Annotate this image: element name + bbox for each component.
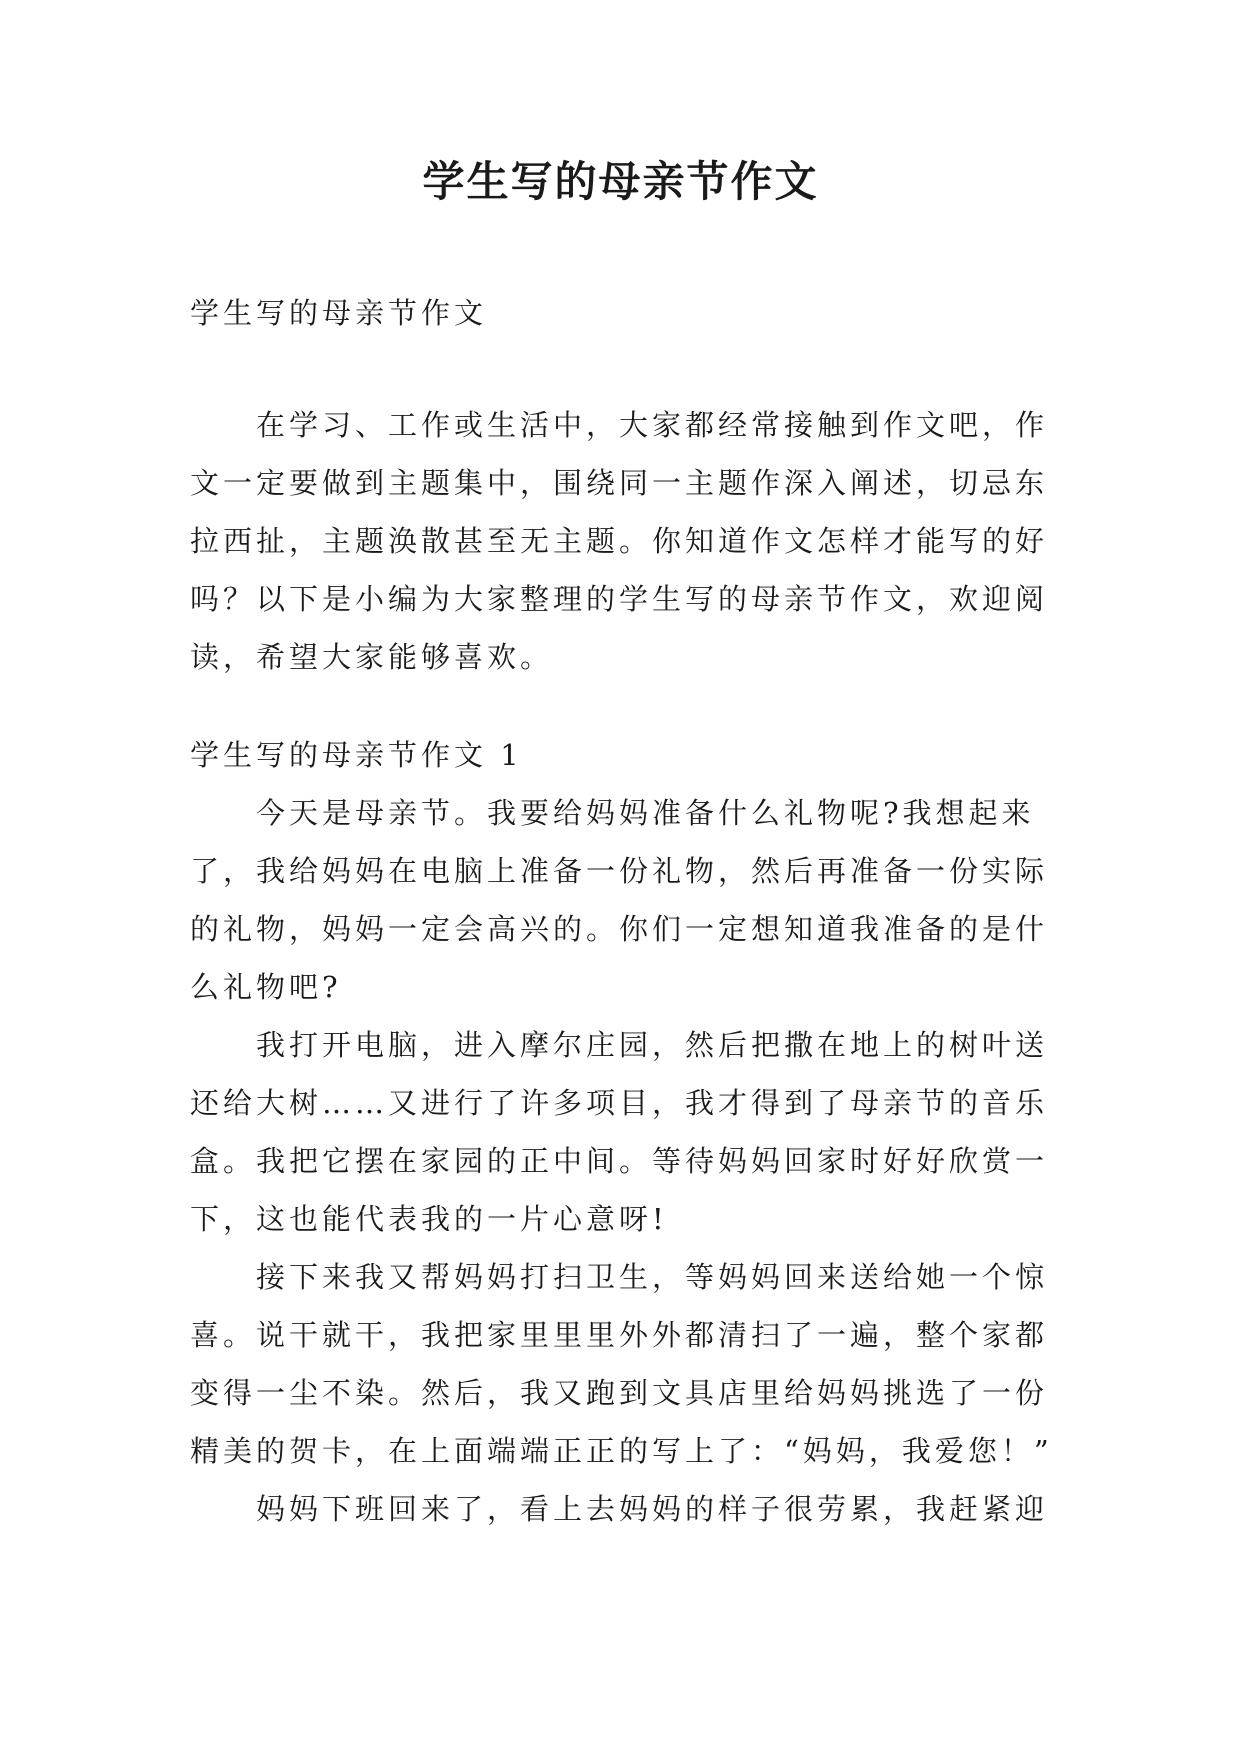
subtitle-line: 学生写的母亲节作文 xyxy=(190,296,488,330)
paragraph-line: 的礼物，妈妈一定会高兴的。你们一定想知道我准备的是什 xyxy=(190,912,1049,946)
paragraph-line: 变得一尘不染。然后，我又跑到文具店里给妈妈挑选了一份 xyxy=(190,1376,1049,1410)
paragraph-line: 了，我给妈妈在电脑上准备一份礼物，然后再准备一份实际 xyxy=(190,854,1049,888)
paragraph-line: 今天是母亲节。我要给妈妈准备什么礼物呢?我想起来 xyxy=(256,796,1035,830)
intro-line: 文一定要做到主题集中，围绕同一主题作深入阐述，切忌东 xyxy=(190,466,1049,500)
paragraph-line: 喜。说干就干，我把家里里里外外都清扫了一遍，整个家都 xyxy=(190,1318,1049,1352)
essay-paragraph xyxy=(190,1248,1053,1480)
document-title: 学生写的母亲节作文 xyxy=(422,157,819,206)
essay-paragraph xyxy=(190,784,1050,1016)
paragraph-line: 盒。我把它摆在家园的正中间。等待妈妈回家时好好欣赏一 xyxy=(190,1144,1049,1178)
paragraph-line: 下，这也能代表我的一片心意呀! xyxy=(190,1202,668,1236)
essay-paragraph xyxy=(190,1016,1050,1248)
intro-line: 读，希望大家能够喜欢。 xyxy=(190,640,554,674)
essay-paragraph xyxy=(190,1480,1050,1538)
intro-line: 吗？以下是小编为大家整理的学生写的母亲节作文，欢迎阅 xyxy=(190,582,1049,616)
intro-line: 在学习、工作或生活中，大家都经常接触到作文吧，作 xyxy=(256,408,1049,442)
document-body xyxy=(190,284,1053,1538)
paragraph-line: 妈妈下班回来了，看上去妈妈的样子很劳累，我赶紧迎 xyxy=(256,1492,1049,1526)
intro-paragraph xyxy=(190,396,1050,686)
paragraph-line: 么礼物吧? xyxy=(190,970,342,1004)
paragraph-line: 接下来我又帮妈妈打扫卫生，等妈妈回来送给她一个惊 xyxy=(256,1260,1049,1294)
intro-line: 拉西扯，主题涣散甚至无主题。你知道作文怎样才能写的好 xyxy=(190,524,1049,558)
section-heading: 学生写的母亲节作文 1 xyxy=(190,738,523,772)
paragraph-line: 还给大树……又进行了许多项目，我才得到了母亲节的音乐 xyxy=(190,1086,1049,1120)
paragraph-line: 我打开电脑，进入摩尔庄园，然后把撒在地上的树叶送 xyxy=(256,1028,1049,1062)
paragraph-line: 精美的贺卡，在上面端端正正的写上了：“妈妈，我爱您！” xyxy=(190,1434,1053,1468)
